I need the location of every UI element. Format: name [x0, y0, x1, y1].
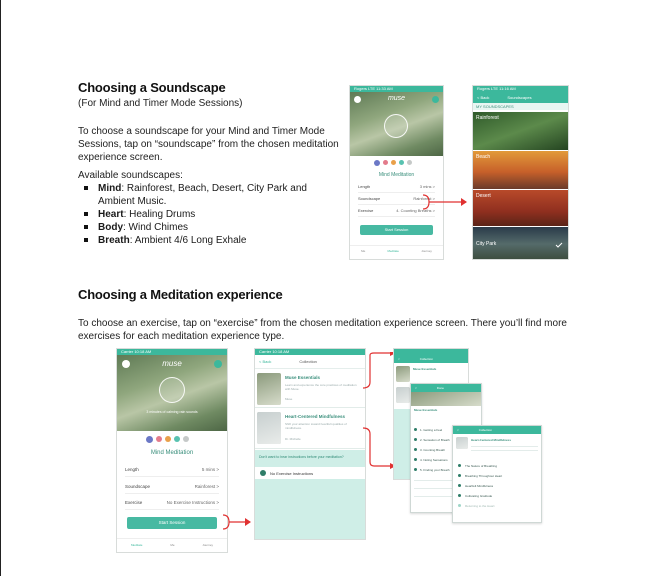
selected-radio-icon [260, 470, 266, 476]
hero-image [117, 355, 227, 431]
soundscape-list-intro: Available soundscapes: [78, 170, 183, 181]
mind-mode-icon[interactable] [146, 436, 153, 443]
tab-bar [117, 538, 227, 552]
soundscape-paragraph: To choose a soundscape for your Mind and Timer Mode Sessions, tap on “soundscape” from the chosen meditation experience screen. [78, 126, 339, 163]
mode-title: Mind Meditation [150, 450, 194, 456]
nav-title: Collection [419, 357, 433, 361]
collection-card-heart-centered[interactable] [255, 409, 365, 449]
step-dot [414, 448, 417, 451]
soundscape-tile-rainforest[interactable]: Rainforest [473, 112, 568, 150]
start-session-button[interactable]: Start Session [127, 517, 217, 529]
status-bar: Carrier 10:18 AM [255, 349, 365, 355]
mind-mode-icon[interactable] [374, 160, 380, 166]
soundscape-item-body: Body: Wind Chimes [78, 221, 340, 234]
card-thumbnail [396, 366, 410, 382]
step-label[interactable]: The Nature of Breathing [465, 464, 498, 468]
length-row[interactable]: Length 3 mins > [358, 184, 435, 193]
screenshot-collection [254, 348, 366, 540]
body-mode-icon[interactable] [391, 160, 396, 165]
soundscape-tile-beach[interactable]: Beach [473, 151, 568, 189]
section-title-soundscape: Choosing a Soundscape [78, 80, 226, 95]
mode-selector[interactable] [146, 436, 189, 443]
mode-selector[interactable] [374, 160, 412, 166]
step-dot [458, 474, 461, 477]
tab-journey[interactable]: Journey [421, 249, 432, 253]
nav-title: Collection [478, 428, 492, 432]
screenshot-soundscapes [472, 85, 569, 260]
nav-title: Collection [299, 359, 317, 364]
screenshot-exercise-select [116, 348, 228, 553]
back-button[interactable]: < Back [477, 95, 490, 100]
section-subtitle: (For Mind and Timer Mode Sessions) [78, 98, 243, 109]
card-subtitle: Shift your attention toward heartfelt qualities of mindfulness. [285, 422, 347, 430]
breath-mode-icon[interactable] [399, 160, 404, 165]
step-dot [414, 458, 417, 461]
soundscape-item-breath: Breath: Ambient 4/6 Long Exhale [78, 234, 340, 247]
soundscape-row[interactable]: Soundscape Rainforest > [358, 196, 435, 205]
back-button[interactable]: < Back [259, 359, 272, 364]
step-dot [458, 484, 461, 487]
meditation-figure-icon [384, 114, 408, 138]
no-exercise-section [255, 450, 365, 539]
exercise-row[interactable]: Exercise 4. Counting Breaths > [358, 208, 435, 217]
tab-bar [350, 245, 443, 259]
detail-card-heart-centered [452, 425, 542, 523]
timer-mode-icon[interactable] [407, 160, 412, 165]
tab-meditate[interactable]: Meditate [387, 249, 399, 253]
meditation-figure-icon [159, 377, 185, 403]
no-exercise-prompt: Don't want to hear instructions before your meditation? [259, 455, 344, 459]
heart-mode-icon[interactable] [383, 160, 388, 165]
step-label[interactable]: Heartfelt Mindfulness [465, 484, 494, 488]
hero-caption: 3 minutes of calming rain sounds [146, 410, 198, 414]
soundscape-tile-city-park[interactable]: City Park [473, 227, 568, 260]
soundscape-row[interactable]: Soundscape Rainforest > [125, 484, 219, 494]
timer-mode-icon[interactable] [183, 436, 189, 442]
step-label[interactable]: 3. Counting Breath [420, 448, 446, 452]
step-dot [414, 468, 417, 471]
muse-logo: muse [162, 359, 182, 368]
status-bar: Carrier 10:18 AM [117, 349, 227, 355]
card-thumbnail [396, 387, 410, 403]
exercise-row[interactable]: Exercise No Exercise Instructions > [125, 500, 219, 510]
status-bar: Rogers LTE 11:16 AM [473, 86, 568, 92]
heart-mode-icon[interactable] [156, 436, 162, 442]
soundscape-tile-desert[interactable]: Desert [473, 190, 568, 226]
step-dot [414, 428, 417, 431]
page-edge [0, 0, 1, 576]
step-label[interactable]: 5. Finding your Breath [420, 468, 450, 472]
muse-logo: muse [387, 95, 406, 102]
soundscape-item-mind: Mind: Rainforest, Beach, Desert, City Park and Ambient Music. [78, 182, 340, 208]
body-mode-icon[interactable] [165, 436, 171, 442]
card-author: Dr. Michelle [285, 437, 301, 441]
step-label[interactable]: 1. Getting a Feel [420, 428, 443, 432]
card-title: Muse Essentials [413, 367, 437, 371]
start-session-button[interactable]: Start Session [360, 225, 433, 235]
done-button[interactable]: Done [436, 386, 444, 390]
meditation-paragraph: To choose an exercise, tap on “exercise” from the chosen meditation experience screen. There you’ll find more exercises for each meditation experience type. [78, 318, 567, 342]
step-label[interactable]: 2. Sensation of Breath [420, 438, 450, 442]
back-icon[interactable]: < [398, 357, 400, 361]
card-subtitle: Learn and experience the core practices of meditation with Muse. [285, 383, 357, 391]
card-title: Heart-Centered Mindfulness [471, 438, 512, 442]
card-thumbnail [257, 412, 281, 444]
red-arrow-icon [220, 512, 256, 532]
no-exercise-label: No Exercise Instructions [270, 470, 314, 476]
nav-title: Soundscapes [507, 95, 532, 100]
collection-card-muse-essentials[interactable] [255, 370, 365, 408]
card-title: Muse Essentials [285, 375, 321, 380]
nav-bar [453, 426, 541, 434]
status-bar: Rogers LTE 11:33 AM [350, 86, 443, 92]
step-dot [414, 438, 417, 441]
tab-meditate[interactable]: Meditate [130, 543, 143, 547]
nav-bar [255, 355, 365, 369]
back-icon[interactable]: < [457, 428, 459, 432]
step-label[interactable]: Cultivating Gratitude [465, 494, 493, 498]
no-exercise-option[interactable] [255, 467, 365, 479]
tab-journey[interactable]: Journey [202, 543, 214, 547]
nav-bar [473, 92, 568, 103]
tab-me[interactable]: Me [361, 249, 366, 253]
step-label[interactable]: 4. Noting Sensations [420, 458, 448, 462]
soundscape-item-heart: Heart: Healing Drums [78, 208, 340, 221]
card-banner [411, 392, 481, 406]
card-title: Muse Essentials [414, 408, 438, 412]
checkmark-icon [555, 242, 563, 248]
breath-mode-icon[interactable] [174, 436, 180, 442]
nav-bar [411, 384, 481, 392]
step-dot [458, 464, 461, 467]
back-icon[interactable]: < [415, 386, 417, 390]
card-thumbnail [257, 373, 281, 405]
headband-icon[interactable] [214, 360, 222, 368]
card-author: Muse [285, 397, 293, 401]
step-dot [458, 494, 461, 497]
screenshot-mind-meditation [349, 85, 444, 260]
step-label[interactable]: Returning to the Heart [465, 504, 495, 508]
step-dot [458, 504, 461, 507]
length-row[interactable]: Length 5 mins > [125, 467, 219, 477]
step-label[interactable]: Breathing Throughout Heart [465, 474, 503, 478]
card-title: Heart-Centered Mindfulness [285, 414, 346, 419]
headband-icon[interactable] [432, 96, 439, 103]
hero-image [350, 92, 443, 156]
my-soundscapes-caption: MY SOUNDSCAPES [473, 103, 568, 110]
red-arrow-icon [420, 192, 472, 212]
nav-bar [394, 355, 468, 363]
tab-me[interactable]: Me [170, 543, 175, 547]
soundscape-list [78, 182, 340, 247]
section-title-meditation: Choosing a Meditation experience [78, 287, 283, 302]
mode-title: Mind Meditation [378, 172, 415, 178]
card-thumbnail [456, 437, 468, 449]
